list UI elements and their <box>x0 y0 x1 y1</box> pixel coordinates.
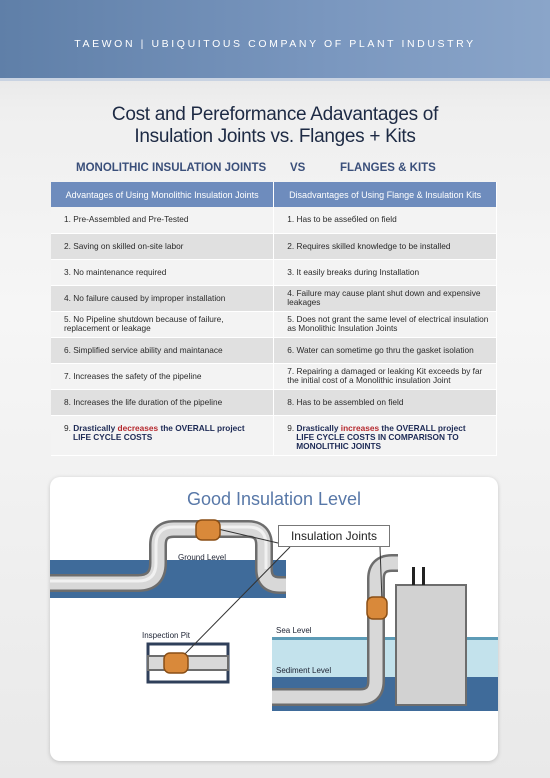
summary-text-post: the OVERALL project <box>381 422 466 433</box>
disadvantage-cell: 4. Failure may cause plant shut down and expensive leakages <box>274 285 497 311</box>
ground-level-label: Ground Level <box>178 553 227 562</box>
disadvantage-cell: 3. It easily breaks during Installation <box>274 259 497 285</box>
sediment-level-label: Sediment Level <box>276 666 332 675</box>
comparison-header <box>0 162 550 178</box>
left-heading: MONOLITHIC INSULATION JOINTS <box>76 162 267 174</box>
disadvantage-cell: 8. Has to be assembled on field <box>274 389 497 415</box>
summary-text-line2: LIFE CYCLE COSTS IN COMPARISON TO <box>296 431 459 442</box>
insulation-diagram <box>50 477 498 761</box>
inspection-pit-label: Inspection Pit <box>142 631 191 640</box>
advantage-cell: 7. Increases the safety of the pipeline <box>51 363 274 389</box>
table-row-summary <box>51 415 497 455</box>
summary-text-line3: MONOLITHIC JOINTS <box>296 440 382 451</box>
insulation-joint-pit <box>164 653 188 673</box>
summary-text-post: the OVERALL project <box>160 422 245 433</box>
advantage-cell: 2. Saving on skilled on-site labor <box>51 233 274 259</box>
disadvantage-cell: 7. Repairing a damaged or leaking Kit exceeds by far the initial cost of a Monolithic insulation Joint <box>274 363 497 389</box>
vs-label: VS <box>290 162 306 174</box>
disadvantage-cell: 1. Has to be asseбled on field <box>274 207 497 233</box>
table-row <box>51 311 497 337</box>
summary-number: 9. <box>287 422 295 433</box>
table-row <box>51 337 497 363</box>
diagram-title: Good Insulation Level <box>186 489 362 509</box>
column-header-disadvantages: Disadvantages of Using Flange & Insulation Kits <box>274 182 497 207</box>
table-row <box>51 233 497 259</box>
plant-building <box>396 567 466 705</box>
advantage-cell: 3. No maintenance required <box>51 259 274 285</box>
advantage-summary-cell <box>51 415 274 455</box>
page-title <box>0 104 550 148</box>
summary-highlight: increases <box>340 422 380 433</box>
insulation-joint-sea <box>367 597 387 619</box>
advantage-cell: 4. No failure caused by improper installation <box>51 285 274 311</box>
summary-text-pre: Drastically <box>296 422 339 433</box>
header-accent-line <box>0 78 550 81</box>
disadvantage-summary-cell <box>274 415 497 455</box>
right-heading: FLANGES & KITS <box>340 162 436 174</box>
table-row <box>51 207 497 233</box>
insulation-diagram-panel <box>50 477 498 761</box>
advantage-cell: 1. Pre-Assembled and Pre-Tested <box>51 207 274 233</box>
advantage-cell: 6. Simplified service ability and maintanace <box>51 337 274 363</box>
table-row <box>51 285 497 311</box>
table-row <box>51 363 497 389</box>
summary-text-line2: LIFE CYCLE COSTS <box>73 431 153 442</box>
company-tagline: TAEWON | UBIQUITOUS COMPANY OF PLANT INDUSTRY <box>74 38 476 50</box>
title-line-2: Insulation Joints vs. Flanges + Kits <box>134 126 416 147</box>
disadvantage-cell: 6. Water can sometime go thru the gasket isolation <box>274 337 497 363</box>
disadvantage-cell: 2. Requires skilled knowledge to be installed <box>274 233 497 259</box>
comparison-table <box>51 182 497 456</box>
summary-text-pre: Drastically <box>73 422 116 433</box>
summary-number: 9. <box>64 422 71 433</box>
summary-highlight: decreases <box>117 422 159 433</box>
table-header-row <box>51 182 497 207</box>
table-row <box>51 259 497 285</box>
advantage-cell: 8. Increases the life duration of the pipeline <box>51 389 274 415</box>
advantage-cell: 5. No Pipeline shutdown because of failure, replacement or leakage <box>51 311 274 337</box>
disadvantage-cell: 5. Does not grant the same level of electrical insulation as Monolithic Insulation Joints <box>274 311 497 337</box>
insulation-joint-top <box>196 520 220 540</box>
insulation-joints-label: Insulation Joints <box>278 525 390 547</box>
table-row <box>51 389 497 415</box>
sea-level-label: Sea Level <box>276 626 312 635</box>
title-line-1: Cost and Pereformance Adavantages of <box>111 104 439 125</box>
column-header-advantages: Advantages of Using Monolithic Insulation Joints <box>51 182 274 207</box>
